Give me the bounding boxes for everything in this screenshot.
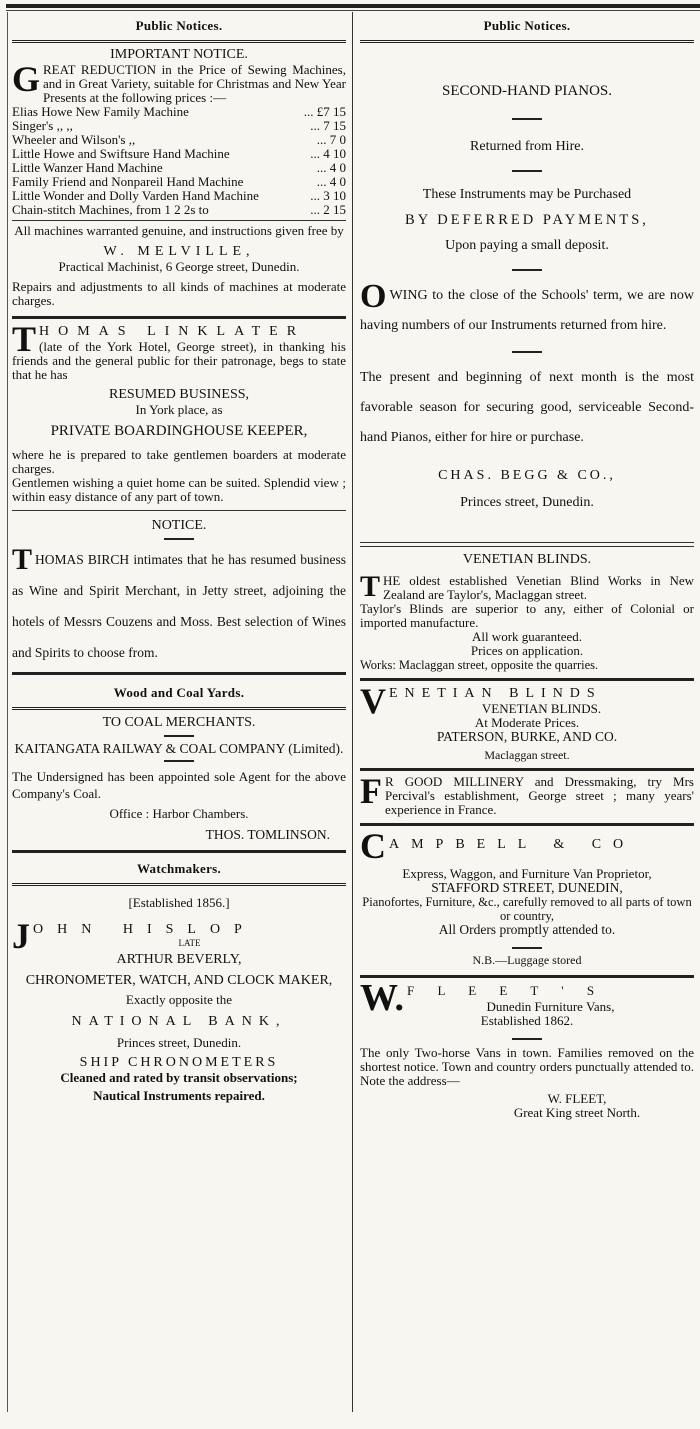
price-list	[12, 105, 346, 217]
campbell-body: Pianofortes, Furniture, &c., carefully removed to all parts of town or country,	[362, 895, 692, 923]
begg-firm: CHAS. BEGG & CO.,	[438, 468, 616, 483]
left-edge-rule	[7, 12, 8, 1412]
sewing-intro-block	[12, 59, 346, 105]
rule	[360, 975, 694, 978]
rule	[12, 850, 346, 853]
venetian-guaranteed: All work guaranteed.	[471, 629, 583, 644]
pianos-purchased: These Instruments may be Purchased	[422, 187, 632, 202]
fleet-ad	[360, 977, 694, 1120]
millinery-body: R GOOD MILLINERY and Dressmaking, try Mrs Percival's establishment, George street ; many years' experience in France.	[385, 774, 694, 817]
national-bank: NATIONAL BANK,	[71, 1014, 287, 1029]
drop-cap: C	[360, 826, 386, 866]
short-rule	[164, 538, 194, 540]
price-row	[12, 175, 346, 189]
coal-title: TO COAL MERCHANTS.	[102, 715, 256, 730]
campbell-name: AMPBELL & CO	[389, 837, 636, 852]
campbell-head	[360, 826, 694, 866]
fleet-name: F L E E T ' S	[407, 983, 605, 998]
rule	[360, 40, 694, 43]
rule	[360, 678, 694, 681]
price-row	[12, 189, 346, 203]
top-rule-thin	[6, 10, 700, 11]
section-header-watchmakers: Watchmakers.	[136, 861, 222, 876]
rule	[12, 220, 346, 221]
linklater-body: (late of the York Hotel, George street), in thanking his friends and the general public for their patronage, begs to state that he has	[12, 339, 346, 382]
rule	[360, 768, 694, 771]
item-name: Little Howe and Swiftsure Hand Machine	[12, 146, 230, 161]
short-rule	[164, 735, 194, 737]
item-name: Wheeler and Wilson's ,,	[12, 132, 136, 147]
item-price: ... 3 10	[310, 188, 346, 203]
drop-cap: W.	[360, 977, 405, 1019]
fleet-body: The only Two-horse Vans in town. Families removed on the shortest notice. Town and country orders punctually attended to. Note the address—	[360, 1045, 694, 1088]
rule	[12, 707, 346, 710]
campbell-ad	[360, 826, 694, 967]
item-name: Chain-stitch Machines, from 1 2 2s to	[12, 202, 209, 217]
campbell-stafford: STAFFORD STREET, DUNEDIN,	[431, 880, 623, 895]
coal-signed: THOS. TOMLINSON.	[205, 827, 330, 842]
sewing-intro: REAT REDUCTION in the Price of Sewing Machines, and in Great Variety, suitable for Christmas and New Year Presents at the following prices :—	[43, 62, 346, 105]
item-price: ... 7 0	[316, 132, 346, 147]
venetian-title: VENETIAN BLINDS.	[462, 552, 592, 567]
coal-office: Office : Harbor Chambers.	[109, 806, 249, 821]
venetian2-moderate: At Moderate Prices.	[474, 715, 580, 730]
venetian2-firm: PATERSON, BURKE, AND CO.	[436, 729, 618, 744]
season-text: The present and beginning of next month is the most favorable season for securing good, serviceable Second-hand Pianos, either for hire or purchase.	[360, 370, 694, 445]
coal-company: KAITANGATA RAILWAY & COAL COMPANY (Limited).	[14, 741, 344, 756]
venetian-works: Works: Maclaggan street, opposite the quarries.	[360, 658, 599, 672]
item-name: Little Wanzer Hand Machine	[12, 160, 163, 175]
drop-cap: G	[12, 59, 41, 99]
rule	[360, 542, 694, 543]
pianos-ad	[360, 83, 694, 510]
price-row	[12, 161, 346, 175]
drop-cap: J	[12, 916, 30, 956]
drop-cap: F	[360, 771, 382, 811]
hislop-head	[12, 916, 346, 956]
owing-block	[360, 278, 694, 341]
item-price: ... 2 15	[310, 202, 346, 217]
ship-chronometers: SHIP CHRONOMETERS	[79, 1055, 279, 1070]
campbell-express: Express, Waggon, and Furniture Van Proprietor,	[402, 866, 652, 881]
fleet-signed: W. FLEET,	[547, 1091, 607, 1106]
item-name: Family Friend and Nonpareil Hand Machine	[12, 174, 244, 189]
fleet-street: Great King street North.	[513, 1105, 641, 1120]
birch-body-block	[12, 544, 346, 668]
section-header-public-notices: Public Notices.	[483, 18, 571, 33]
rule	[12, 510, 346, 511]
venetian2-head	[360, 681, 694, 730]
hislop-ad	[12, 896, 346, 1103]
item-price: ... 7 15	[310, 118, 346, 133]
millinery-ad	[360, 771, 694, 817]
established: [Established 1856.]	[128, 895, 230, 910]
venetian-ad	[360, 551, 694, 672]
short-rule	[512, 351, 542, 353]
former-name: ARTHUR BEVERLY,	[116, 952, 242, 967]
drop-cap: T	[12, 319, 37, 359]
york-place: In York place, as	[135, 402, 223, 417]
item-name: Little Wonder and Dolly Varden Hand Machine	[12, 188, 259, 203]
opposite: Exactly opposite the	[125, 992, 233, 1007]
hislop-name: OHN HISLOP	[33, 922, 256, 937]
item-name: Singer's ,, ,,	[12, 118, 73, 133]
sewing-machine-ad	[12, 46, 346, 308]
rule	[360, 546, 694, 547]
left-column	[12, 16, 346, 1103]
short-rule	[512, 1038, 542, 1040]
linklater-head	[12, 319, 346, 382]
price-row	[12, 133, 346, 147]
fleet-vans: Dunedin Furniture Vans,	[486, 999, 615, 1014]
section-header-wood-coal: Wood and Coal Yards.	[113, 685, 245, 700]
venetian-body-block	[360, 570, 694, 603]
resumed-business: RESUMED BUSINESS,	[108, 387, 250, 402]
begg-address: Princes street, Dunedin.	[460, 495, 594, 510]
coal-body: The Undersigned has been appointed sole Agent for the above Company's Coal.	[12, 769, 346, 801]
drop-cap: T	[12, 543, 33, 576]
item-price: ... 4 0	[316, 174, 346, 189]
price-row	[12, 203, 346, 217]
short-rule	[512, 947, 542, 949]
late-label: LATE	[178, 938, 201, 948]
venetian2-ad	[360, 681, 694, 762]
venetian-body: HE oldest established Venetian Blind Works in New Zealand are Taylor's, Maclaggan street.	[383, 573, 694, 602]
item-price: ... 4 0	[316, 160, 346, 175]
venetian-prices: Prices on application.	[470, 643, 584, 658]
short-rule	[512, 170, 542, 172]
nautical: Nautical Instruments repaired.	[93, 1088, 265, 1103]
item-price: ... £7 15	[303, 104, 346, 119]
birch-body: HOMAS BIRCH intimates that he has resumed business as Wine and Spirit Merchant, in Jetty street, adjoining the hotels of Messrs Couzens and Moss. Best selection of Wines and Spirits to choose from.	[12, 552, 346, 660]
linklater-ad	[12, 319, 346, 504]
birch-ad	[12, 517, 346, 668]
price-row	[12, 105, 346, 119]
linklater-body2: where he is prepared to take gentlemen boarders at moderate charges.	[12, 447, 346, 476]
drop-cap: T	[360, 570, 381, 603]
drop-cap: V	[360, 681, 386, 721]
hislop-street: Princes street, Dunedin.	[116, 1035, 242, 1050]
rule	[12, 40, 346, 43]
short-rule	[164, 760, 194, 762]
section-header-public-notices: Public Notices.	[135, 18, 223, 33]
top-rule	[6, 4, 700, 8]
linklater-name: HOMAS LINKLATER	[39, 324, 306, 339]
pianos-deposit: Upon paying a small deposit.	[445, 238, 609, 253]
melville-name: W. MELVILLE,	[103, 244, 255, 259]
boardinghouse-keeper: PRIVATE BOARDINGHOUSE KEEPER,	[50, 423, 308, 439]
venetian-body2: Taylor's Blinds are superior to any, either of Colonial or imported manufacture.	[360, 601, 694, 630]
item-price: ... 4 10	[310, 146, 346, 161]
price-row	[12, 147, 346, 161]
venetian2-sub: VENETIAN BLINDS.	[481, 701, 602, 716]
fleet-head	[360, 977, 694, 1028]
sewing-title: IMPORTANT NOTICE.	[110, 47, 248, 62]
birch-title: NOTICE.	[151, 518, 207, 533]
rule	[12, 883, 346, 886]
coal-ad	[12, 714, 346, 842]
right-column	[360, 16, 694, 1120]
drop-cap: O	[360, 278, 387, 315]
short-rule	[512, 118, 542, 120]
column-divider	[352, 12, 353, 1412]
pianos-title: SECOND-HAND PIANOS.	[441, 83, 612, 99]
pianos-returned: Returned from Hire.	[470, 139, 584, 154]
linklater-body3: Gentlemen wishing a quiet home can be suited. Splendid view ; within easy distance of any part of town.	[12, 475, 346, 504]
venetian2-name: ENETIAN BLINDS	[389, 686, 602, 701]
fleet-established: Established 1862.	[480, 1013, 574, 1028]
item-name: Elias Howe New Family Machine	[12, 104, 189, 119]
short-rule	[512, 269, 542, 271]
campbell-orders: All Orders promptly attended to.	[438, 922, 616, 937]
price-row	[12, 119, 346, 133]
hislop-trade: CHRONOMETER, WATCH, AND CLOCK MAKER,	[25, 973, 333, 988]
rule	[12, 316, 346, 319]
rule	[360, 823, 694, 826]
venetian2-street: Maclaggan street.	[484, 748, 570, 762]
repairs-text: Repairs and adjustments to all kinds of machines at moderate charges.	[12, 279, 346, 308]
deferred-payments: BY DEFERRED PAYMENTS,	[405, 212, 649, 228]
rule	[12, 672, 346, 675]
warranty-text: All machines warranted genuine, and instructions given free by	[14, 223, 344, 238]
owing-text: WING to the close of the Schools' term, we are now having numbers of our Instruments returned from hire.	[360, 288, 694, 333]
cleaned-rated: Cleaned and rated by transit observations;	[60, 1070, 298, 1085]
campbell-nb: N.B.—Luggage stored	[472, 953, 582, 967]
melville-address: Practical Machinist, 6 George street, Dunedin.	[58, 259, 300, 274]
